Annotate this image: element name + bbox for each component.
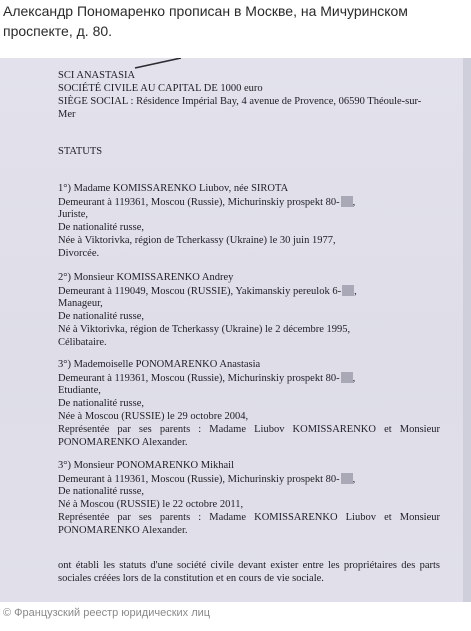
party-4-name: 3°) Monsieur PONOMARENKO Mikhail (58, 460, 234, 471)
document-heading: STATUTS (58, 146, 103, 157)
party-1-nationality: De nationalité russe, (58, 222, 145, 233)
party-3-profession: Etudiante, (58, 385, 101, 396)
company-capital: SOCIÉTÉ CIVILE AU CAPITAL DE 1000 euro (58, 83, 263, 94)
redacted-block (341, 473, 353, 484)
scan-edge (463, 58, 471, 602)
party-2-birth: Né à Viktorivka, région de Tcherkassy (Ukraine) le 2 décembre 1995, (58, 324, 351, 335)
party-1-profession: Juriste, (58, 209, 89, 220)
party-4-birth: Né à Moscou (RUSSIE) le 22 octobre 2011, (58, 499, 244, 510)
party-4-address: Demeurant à 119361, Moscou (Russie), Michurinskiy prospekt 80- , (58, 474, 356, 485)
redacted-block (341, 372, 353, 383)
party-2-name: 2°) Monsieur KOMISSARENKO Andrey (58, 272, 234, 283)
party-1-name: 1°) Madame KOMISSARENKO Liubov, née SIROTA (58, 183, 289, 194)
party-2-profession: Manageur, (58, 298, 103, 309)
pen-stroke-mark (133, 58, 185, 70)
party-3-nationality: De nationalité russe, (58, 398, 145, 409)
registered-office-line-2: Mer (58, 109, 76, 120)
party-1-birth: Née à Viktorivka, région de Tcherkassy (Ukraine) le 30 juin 1977, (58, 235, 336, 246)
registered-office-line-1: SIÈGE SOCIAL : Résidence Impérial Bay, 4 avenue de Provence, 06590 Théoule-sur- (58, 96, 422, 107)
article-caption: Александр Пономаренко прописан в Москве, на Мичуринском проспекте, д. 80. (3, 3, 408, 39)
scanned-document (0, 58, 471, 602)
redacted-block (342, 285, 354, 296)
closing-line-2: sociales créées lors de la constitution et en cours de vie sociale. (58, 573, 324, 584)
image-credit: © Французский реестр юридических лиц (3, 607, 211, 619)
party-2-nationality: De nationalité russe, (58, 311, 145, 322)
party-3-birth: Née à Moscou (RUSSIE) le 29 octobre 2004, (58, 411, 249, 422)
party-3-address: Demeurant à 119361, Moscou (Russie), Michurinskiy prospekt 80- , (58, 373, 356, 384)
party-1-status: Divorcée. (58, 248, 100, 259)
party-1-address: Demeurant à 119361, Moscou (Russie), Michurinskiy prospekt 80- , (58, 197, 356, 208)
closing-line-1: ont établi les statuts d'une société civile devant exister entre les propriétaires des parts (58, 560, 440, 571)
party-3-name: 3°) Mademoiselle PONOMARENKO Anastasia (58, 359, 261, 370)
party-4-representation-cont: PONOMARENKO Alexander. (58, 525, 188, 536)
party-2-status: Célibataire. (58, 337, 107, 348)
party-4-nationality: De nationalité russe, (58, 486, 145, 497)
party-3-representation-cont: PONOMARENKO Alexander. (58, 437, 188, 448)
party-4-representation: Représentée par ses parents : Madame KOMISSARENKO Liubov et Monsieur (58, 512, 440, 523)
party-2-address: Demeurant à 119049, Moscou (RUSSIE), Yakimanskiy pereulok 6- , (58, 286, 357, 297)
party-3-representation: Représentée par ses parents : Madame Liubov KOMISSARENKO et Monsieur (58, 424, 440, 435)
redacted-block (341, 196, 353, 207)
company-name: SCI ANASTASIA (58, 70, 136, 81)
